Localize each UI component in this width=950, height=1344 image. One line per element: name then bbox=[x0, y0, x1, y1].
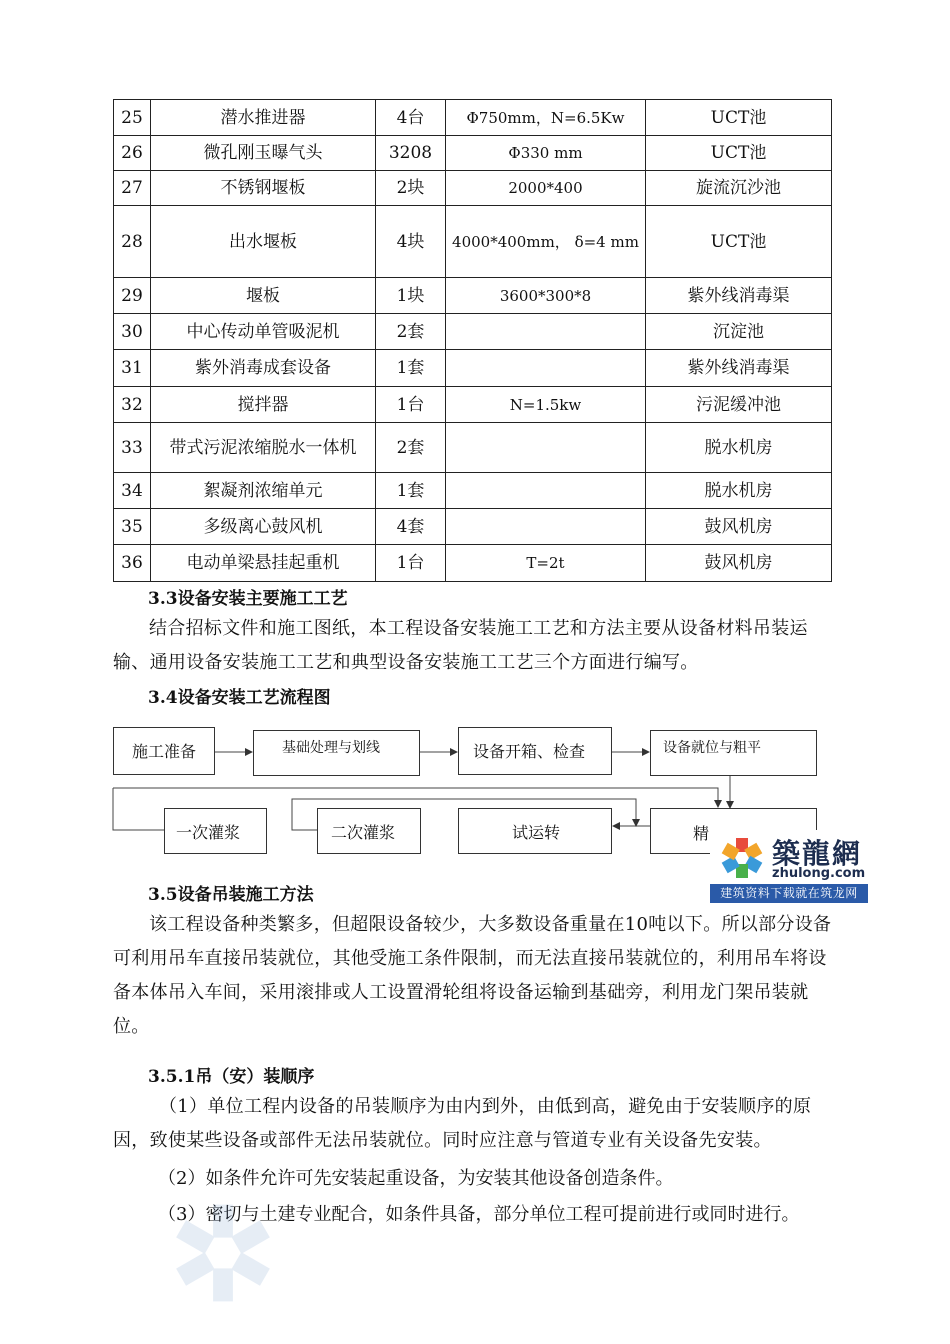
section-3-3-heading: 3.3设备安装主要施工工艺 bbox=[148, 589, 348, 609]
flow-step-place-rough-level bbox=[650, 730, 817, 776]
specification-cell bbox=[446, 473, 646, 509]
table-row bbox=[114, 423, 832, 473]
table-row bbox=[114, 387, 832, 423]
sequence-item-3: （3）密切与土建专业配合，如条件具备，部分单位工程可提前进行或同时进行。 bbox=[158, 1204, 800, 1225]
table-row bbox=[114, 350, 832, 387]
row-number-cell: 32 bbox=[114, 387, 151, 423]
row-number-cell: 34 bbox=[114, 473, 151, 509]
quantity-cell: 1台 bbox=[376, 545, 446, 582]
equipment-name-cell: 搅拌器 bbox=[151, 387, 376, 423]
flow-step-label: 试运转 bbox=[512, 823, 561, 842]
row-number-cell: 26 bbox=[114, 136, 151, 171]
section-3-3-paragraph: 结合招标文件和施工图纸，本工程设备安装施工工艺和方法主要从设备材料吊装运输、通用设备安装施工工艺和典型设备安装施工工艺三个方面进行编写。 bbox=[113, 618, 808, 673]
sequence-item-1: （1）单位工程内设备的吊装顺序为由内到外，由低到高，避免由于安装顺序的原因，致使某些设备或部件无法吊装就位。同时应注意与管道专业有关设备先安装。 bbox=[113, 1096, 812, 1151]
equipment-name-cell: 不锈钢堰板 bbox=[151, 171, 376, 206]
table-row bbox=[114, 171, 832, 206]
row-number-cell: 28 bbox=[114, 206, 151, 278]
quantity-cell: 1块 bbox=[376, 278, 446, 314]
specification-cell: Φ330 mm bbox=[446, 136, 646, 171]
quantity-cell: 3208 bbox=[376, 136, 446, 171]
equipment-name-cell: 带式污泥浓缩脱水一体机 bbox=[151, 423, 376, 473]
equipment-name-cell: 中心传动单管吸泥机 bbox=[151, 314, 376, 350]
equipment-name-cell: 电动单梁悬挂起重机 bbox=[151, 545, 376, 582]
install-location-cell: 脱水机房 bbox=[646, 473, 832, 509]
flow-step-label: 设备开箱、检查 bbox=[473, 742, 586, 761]
specification-cell bbox=[446, 350, 646, 387]
equipment-table-body bbox=[114, 100, 832, 582]
flow-step-primary-grouting bbox=[164, 808, 267, 854]
equipment-name-cell: 絮凝剂浓缩单元 bbox=[151, 473, 376, 509]
equipment-name-cell: 出水堰板 bbox=[151, 206, 376, 278]
snowflake-logo-icon bbox=[716, 834, 768, 882]
quantity-cell: 1套 bbox=[376, 350, 446, 387]
quantity-cell: 4块 bbox=[376, 206, 446, 278]
install-location-cell: 紫外线消毒渠 bbox=[646, 350, 832, 387]
quantity-cell: 2套 bbox=[376, 423, 446, 473]
specification-cell: 3600*300*8 bbox=[446, 278, 646, 314]
flow-step-label: 二次灌浆 bbox=[331, 823, 396, 842]
equipment-name-cell: 堰板 bbox=[151, 278, 376, 314]
install-location-cell: 污泥缓冲池 bbox=[646, 387, 832, 423]
flow-step-label: 基础处理与划线 bbox=[282, 740, 380, 756]
specification-cell bbox=[446, 423, 646, 473]
flow-arrow bbox=[113, 788, 718, 807]
install-location-cell: 鼓风机房 bbox=[646, 509, 832, 545]
zhulong-logo bbox=[710, 830, 868, 904]
row-number-cell: 31 bbox=[114, 350, 151, 387]
install-location-cell: UCT池 bbox=[646, 206, 832, 278]
quantity-cell: 2套 bbox=[376, 314, 446, 350]
row-number-cell: 29 bbox=[114, 278, 151, 314]
flow-step-prepare bbox=[113, 727, 215, 775]
row-number-cell: 33 bbox=[114, 423, 151, 473]
row-number-cell: 30 bbox=[114, 314, 151, 350]
table-row bbox=[114, 100, 832, 136]
specification-cell: 4000*400mm， δ=4 mm bbox=[446, 206, 646, 278]
install-location-cell: 脱水机房 bbox=[646, 423, 832, 473]
table-row bbox=[114, 509, 832, 545]
specification-cell: T=2t bbox=[446, 545, 646, 582]
flow-step-foundation bbox=[253, 730, 420, 776]
table-row bbox=[114, 136, 832, 171]
table-row bbox=[114, 473, 832, 509]
row-number-cell: 35 bbox=[114, 509, 151, 545]
table-row bbox=[114, 314, 832, 350]
table-row bbox=[114, 545, 832, 582]
equipment-name-cell: 紫外消毒成套设备 bbox=[151, 350, 376, 387]
quantity-cell: 4套 bbox=[376, 509, 446, 545]
equipment-name-cell: 潜水推进器 bbox=[151, 100, 376, 136]
quantity-cell: 4台 bbox=[376, 100, 446, 136]
flow-step-label: 一次灌浆 bbox=[176, 823, 241, 842]
install-location-cell: UCT池 bbox=[646, 136, 832, 171]
flow-line bbox=[113, 788, 164, 830]
section-3-5-1-heading: 3.5.1吊（安）装顺序 bbox=[148, 1067, 315, 1087]
logo-slogan: 建筑资料下载就在筑龙网 bbox=[710, 884, 868, 903]
flow-step-secondary-grouting bbox=[317, 808, 421, 854]
watermark-icon bbox=[168, 1198, 278, 1308]
specification-cell: N=1.5kw bbox=[446, 387, 646, 423]
table-row bbox=[114, 278, 832, 314]
install-location-cell: 沉淀池 bbox=[646, 314, 832, 350]
section-3-5-paragraph: 该工程设备种类繁多，但超限设备较少，大多数设备重量在10吨以下。所以部分设备可利用吊车直接吊装就位，其他受施工条件限制，而无法直接吊装就位的，利用吊车将设备本体吊入车间，采用滚排或人工设置滑轮组将设备运输到基础旁，利用龙门架吊装就位。 bbox=[113, 914, 832, 1037]
install-location-cell: 旋流沉沙池 bbox=[646, 171, 832, 206]
install-location-cell: UCT池 bbox=[646, 100, 832, 136]
install-location-cell: 紫外线消毒渠 bbox=[646, 278, 832, 314]
logo-name: 築龍網 bbox=[772, 837, 863, 870]
flow-step-label: 施工准备 bbox=[132, 742, 197, 761]
equipment-name-cell: 微孔刚玉曝气头 bbox=[151, 136, 376, 171]
specification-cell bbox=[446, 314, 646, 350]
row-number-cell: 25 bbox=[114, 100, 151, 136]
sequence-item-2: （2）如条件允许可先安装起重设备，为安装其他设备创造条件。 bbox=[158, 1168, 674, 1189]
flow-step-label: 设备就位与粗平 bbox=[663, 740, 761, 756]
install-location-cell: 鼓风机房 bbox=[646, 545, 832, 582]
row-number-cell: 36 bbox=[114, 545, 151, 582]
quantity-cell: 2块 bbox=[376, 171, 446, 206]
row-number-cell: 27 bbox=[114, 171, 151, 206]
section-3-5-heading: 3.5设备吊装施工方法 bbox=[148, 885, 314, 905]
equipment-table bbox=[113, 99, 832, 582]
specification-cell: 2000*400 bbox=[446, 171, 646, 206]
section-3-4-heading: 3.4设备安装工艺流程图 bbox=[148, 688, 331, 708]
quantity-cell: 1台 bbox=[376, 387, 446, 423]
table-row bbox=[114, 206, 832, 278]
equipment-name-cell: 多级离心鼓风机 bbox=[151, 509, 376, 545]
quantity-cell: 1套 bbox=[376, 473, 446, 509]
specification-cell: Φ750mm，N=6.5Kw bbox=[446, 100, 646, 136]
flow-step-unpack-inspect bbox=[458, 727, 612, 775]
flow-step-label: 精 bbox=[693, 824, 710, 843]
flow-step-trial-run bbox=[458, 808, 612, 854]
logo-url: zhulong.com bbox=[772, 866, 866, 881]
specification-cell bbox=[446, 509, 646, 545]
